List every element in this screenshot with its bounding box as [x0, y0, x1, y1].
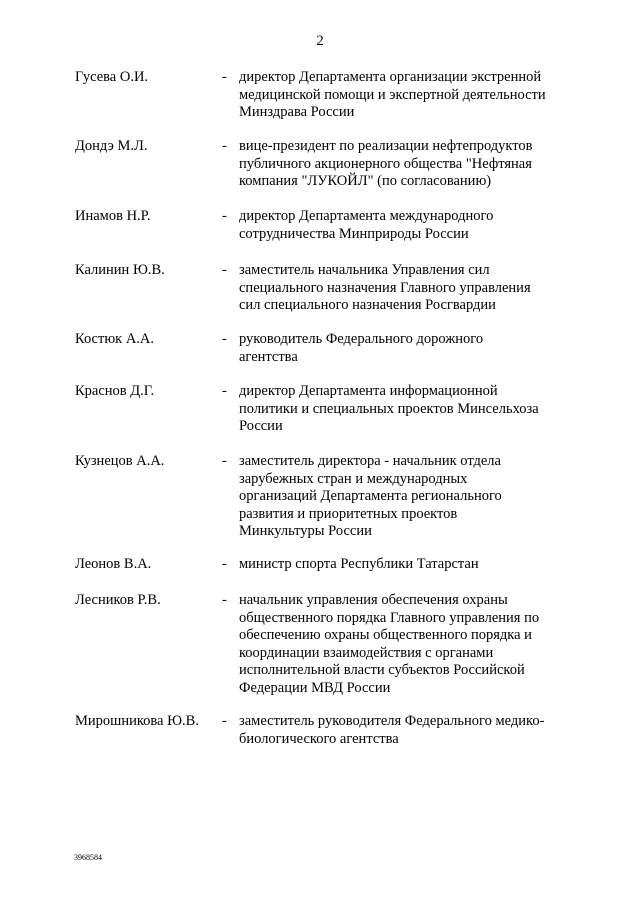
position-line: вице-президент по реализации нефтепродуктов	[239, 138, 533, 154]
member-position	[239, 262, 569, 315]
dash-separator: -	[222, 208, 227, 224]
dash-separator: -	[222, 383, 227, 399]
position-line: заместитель директора - начальник отдела	[239, 453, 501, 469]
member-name: Лесников Р.В.	[75, 592, 161, 608]
position-line: исполнительной власти субъектов Российской	[239, 662, 525, 678]
member-name: Кузнецов А.А.	[75, 453, 165, 469]
dash-separator: -	[222, 453, 227, 469]
member-name: Калинин Ю.В.	[75, 262, 165, 278]
dash-separator: -	[222, 592, 227, 608]
position-line: общественного порядка Главного управления по	[239, 609, 540, 626]
member-position	[239, 138, 569, 191]
position-line: директор Департамента международного	[239, 208, 494, 224]
position-line: руководитель Федерального дорожного	[239, 331, 484, 347]
member-name: Дондэ М.Л.	[75, 138, 148, 154]
member-position	[239, 383, 569, 436]
position-line: координации взаимодействия с органами	[239, 644, 494, 661]
member-name: Костюк А.А.	[75, 331, 155, 347]
position-line: публичного акционерного общества "Нефтяная	[239, 155, 532, 172]
member-position	[239, 331, 569, 366]
member-position	[239, 556, 569, 574]
position-line: заместитель начальника Управления сил	[239, 262, 490, 278]
position-line: Минкультуры России	[239, 523, 372, 539]
position-line: политики и специальных проектов Минсельхоза	[239, 400, 539, 417]
document-code: 3968584	[74, 853, 102, 862]
position-line: организаций Департамента регионального	[239, 488, 502, 504]
position-line: биологического агентства	[239, 730, 399, 747]
position-line: компания "ЛУКОЙЛ" (по согласованию)	[239, 173, 492, 189]
member-position	[239, 713, 569, 748]
position-line: Федерации МВД России	[239, 679, 391, 696]
member-name: Гусева О.И.	[75, 69, 149, 85]
page-number: 2	[316, 33, 324, 49]
position-line: специального назначения Главного управления	[239, 279, 531, 296]
dash-separator: -	[222, 331, 227, 347]
position-line: развития и приоритетных проектов	[239, 505, 458, 522]
position-line: начальник управления обеспечения охраны	[239, 592, 508, 608]
position-line: медицинской помощи и экспертной деятельности	[239, 86, 546, 103]
position-line: Минздрава России	[239, 104, 355, 120]
position-line: агентства	[239, 348, 298, 365]
dash-separator: -	[222, 69, 227, 85]
position-line: директор Департамента организации экстренной	[239, 69, 542, 85]
position-line: зарубежных стран и международных	[239, 470, 468, 487]
member-position	[239, 453, 569, 541]
member-name: Инамов Н.Р.	[75, 208, 151, 224]
dash-separator: -	[222, 262, 227, 278]
member-name: Краснов Д.Г.	[75, 383, 155, 399]
position-line: обеспечению охраны общественного порядка и	[239, 627, 532, 643]
dash-separator: -	[222, 556, 227, 572]
position-line: директор Департамента информационной	[239, 383, 498, 399]
member-name: Мирошникова Ю.В.	[75, 713, 199, 729]
position-line: России	[239, 418, 283, 434]
position-line: министр спорта Республики Татарстан	[239, 556, 479, 572]
position-line: заместитель руководителя Федерального медико-	[239, 713, 545, 729]
position-line: сил специального назначения Росгвардии	[239, 297, 496, 313]
member-position	[239, 208, 569, 243]
dash-separator: -	[222, 713, 227, 729]
member-position	[239, 592, 569, 697]
position-line: сотрудничества Минприроды России	[239, 225, 469, 242]
member-position	[239, 69, 569, 122]
dash-separator: -	[222, 138, 227, 154]
member-name: Леонов В.А.	[75, 556, 152, 572]
